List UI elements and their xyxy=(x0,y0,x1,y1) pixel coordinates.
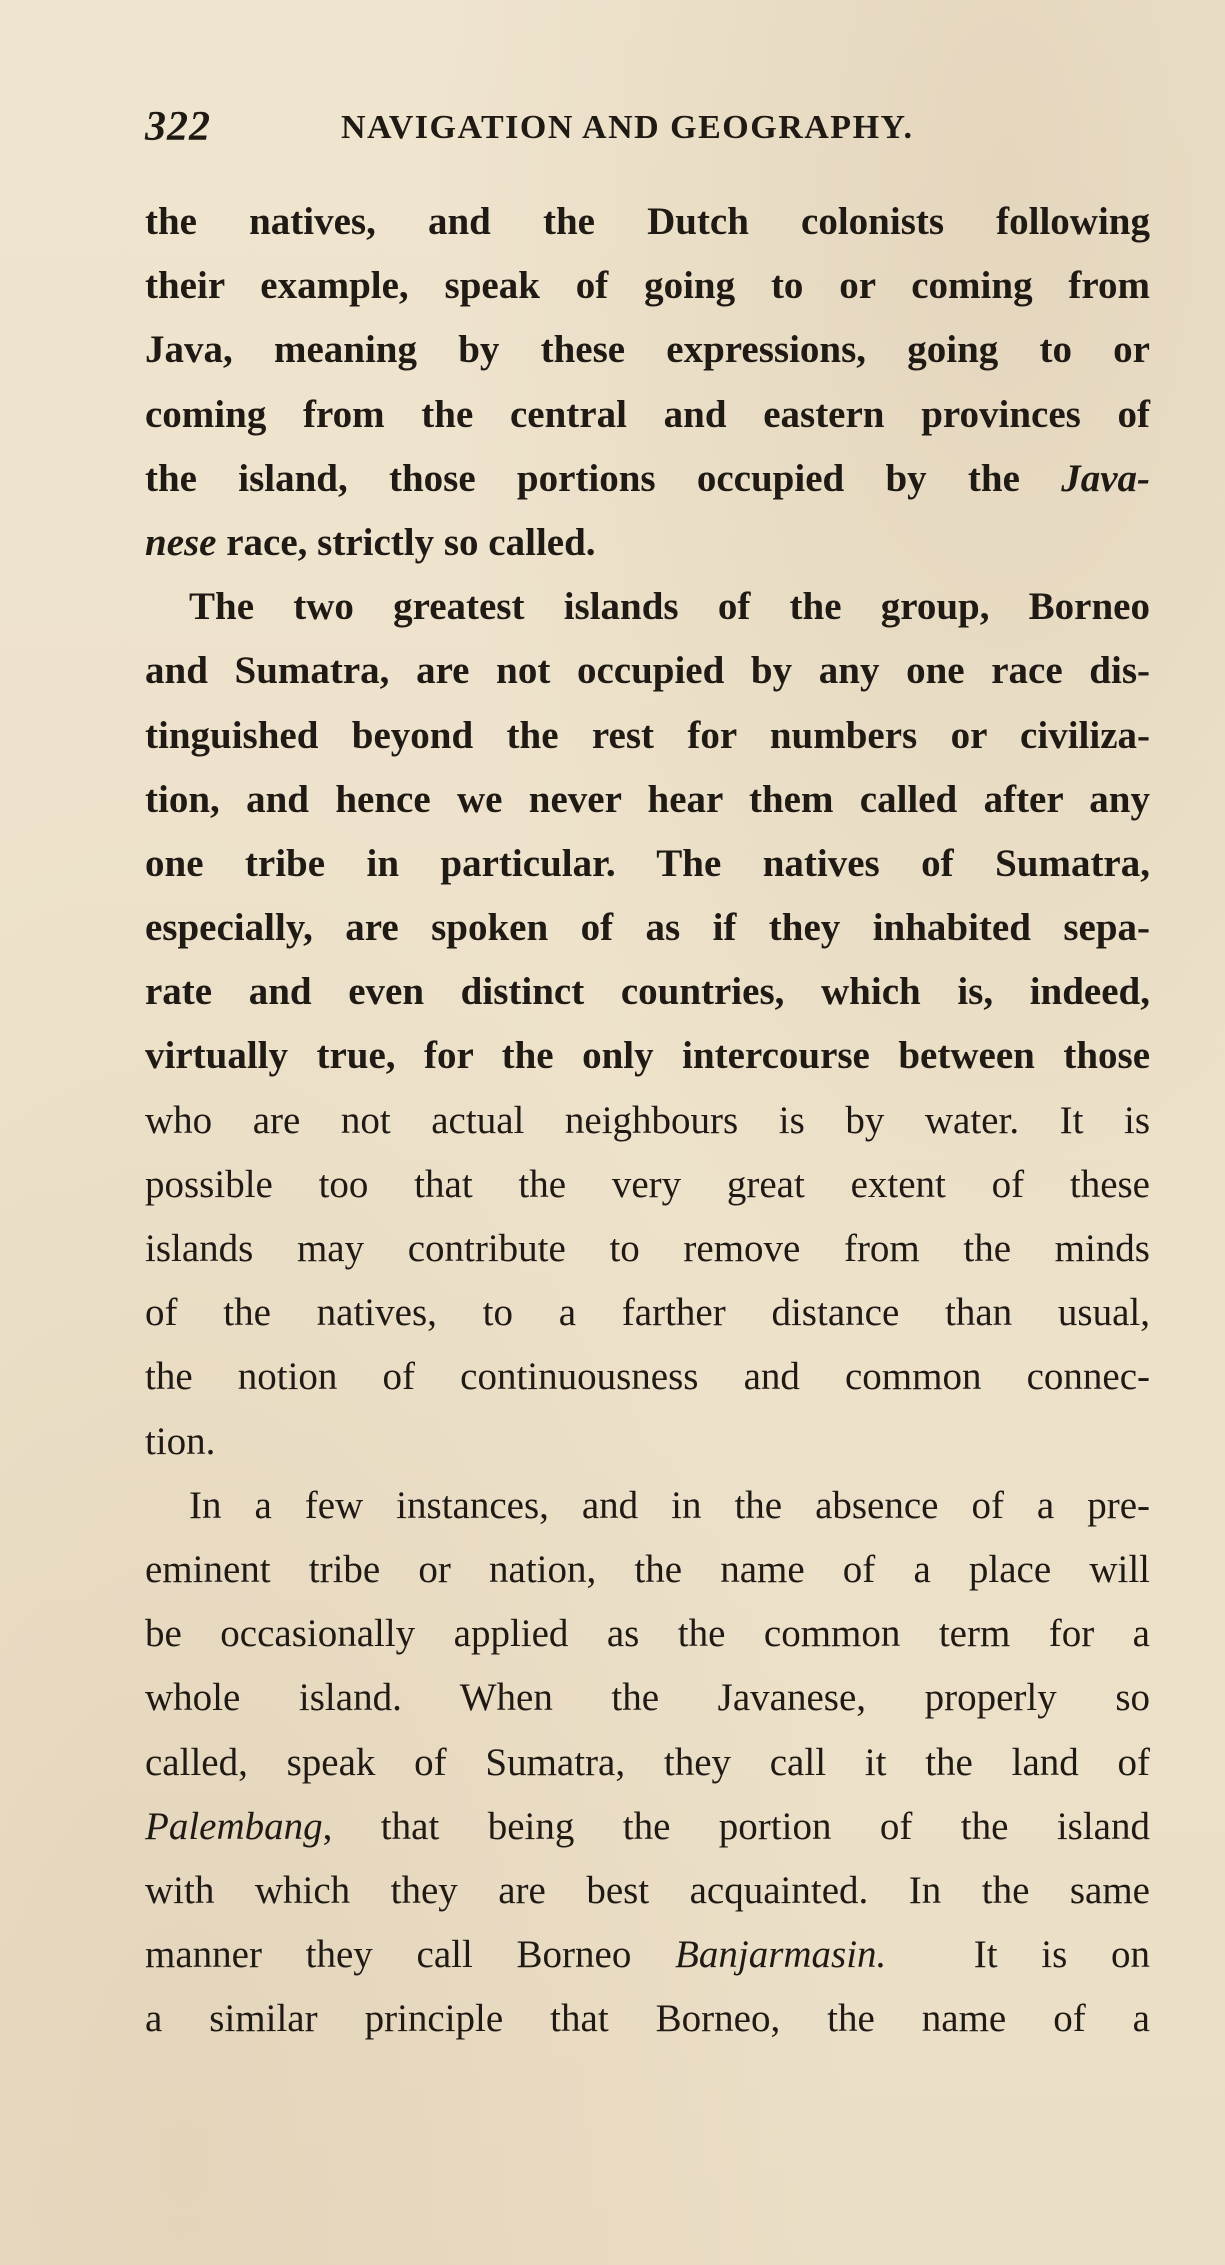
paragraph-2 xyxy=(145,575,1150,1474)
running-title: NAVIGATION AND GEOGRAPHY. xyxy=(341,109,914,146)
italic-term-banjarmasin: Banjarmasin. xyxy=(675,1933,887,1977)
text-line xyxy=(145,1923,1150,1987)
text-line: In a few instances, and in the absence of a pre- xyxy=(189,1483,1150,1527)
text-line: the natives, and the Dutch colonists following xyxy=(145,200,1150,243)
text-segment: , that being the portion of the island xyxy=(322,1804,1150,1848)
text-line: with which they are best acquainted. In the same xyxy=(145,1868,1150,1912)
italic-term-javanese-cont: nese xyxy=(145,520,217,564)
text-line: and Sumatra, are not occupied by any one race dis- xyxy=(145,649,1150,693)
body-text xyxy=(145,190,1150,2051)
text-line xyxy=(145,1795,1150,1859)
text-line: rate and even distinct countries, which is, indeed, xyxy=(145,970,1150,1014)
text-line: of the natives, to a farther distance than usual, xyxy=(145,1291,1150,1335)
text-line: be occasionally applied as the common term for a xyxy=(145,1612,1150,1656)
text-line: tion, and hence we never hear them called after any xyxy=(145,777,1150,821)
running-head xyxy=(145,102,1145,152)
paragraph-3 xyxy=(145,1474,1150,2052)
text-line: Java, meaning by these expressions, going to or xyxy=(145,328,1150,372)
text-line: tion. xyxy=(145,1419,216,1463)
text-line: a similar principle that Borneo, the name of a xyxy=(145,1997,1150,2041)
text-segment: manner they call Borneo xyxy=(145,1933,676,1977)
text-line: one tribe in particular. The natives of Sumatra, xyxy=(145,841,1150,885)
text-line: tinguished beyond the rest for numbers or civiliza- xyxy=(145,713,1150,757)
italic-term-javanese: Java- xyxy=(1061,456,1150,500)
page-number: 322 xyxy=(145,104,211,150)
italic-term-palembang: Palembang xyxy=(145,1804,323,1848)
text-line: called, speak of Sumatra, they call it the land of xyxy=(145,1740,1150,1784)
text-line xyxy=(145,447,1150,511)
text-line: their example, speak of going to or coming from xyxy=(145,264,1150,308)
text-line: especially, are spoken of as if they inhabited sepa- xyxy=(145,906,1150,950)
text-line: virtually true, for the only intercourse between those xyxy=(145,1034,1150,1078)
text-line: who are not actual neighbours is by water. It is xyxy=(145,1098,1150,1142)
text-line xyxy=(145,511,1150,575)
text-line: islands may contribute to remove from the minds xyxy=(145,1227,1150,1270)
text-segment: the island, those portions occupied by the xyxy=(145,456,1062,500)
text-line: eminent tribe or nation, the name of a place will xyxy=(145,1547,1150,1591)
paragraph-1 xyxy=(145,190,1150,575)
text-line: coming from the central and eastern provinces of xyxy=(145,392,1150,436)
text-segment: race, strictly so called. xyxy=(216,520,596,564)
text-line: the notion of continuousness and common connec- xyxy=(145,1355,1150,1399)
text-line: The two greatest islands of the group, Borneo xyxy=(189,585,1150,629)
text-segment: It is on xyxy=(973,1933,1150,1977)
text-line: possible too that the very great extent of these xyxy=(145,1162,1150,1206)
text-line: whole island. When the Javanese, properly so xyxy=(145,1676,1150,1720)
